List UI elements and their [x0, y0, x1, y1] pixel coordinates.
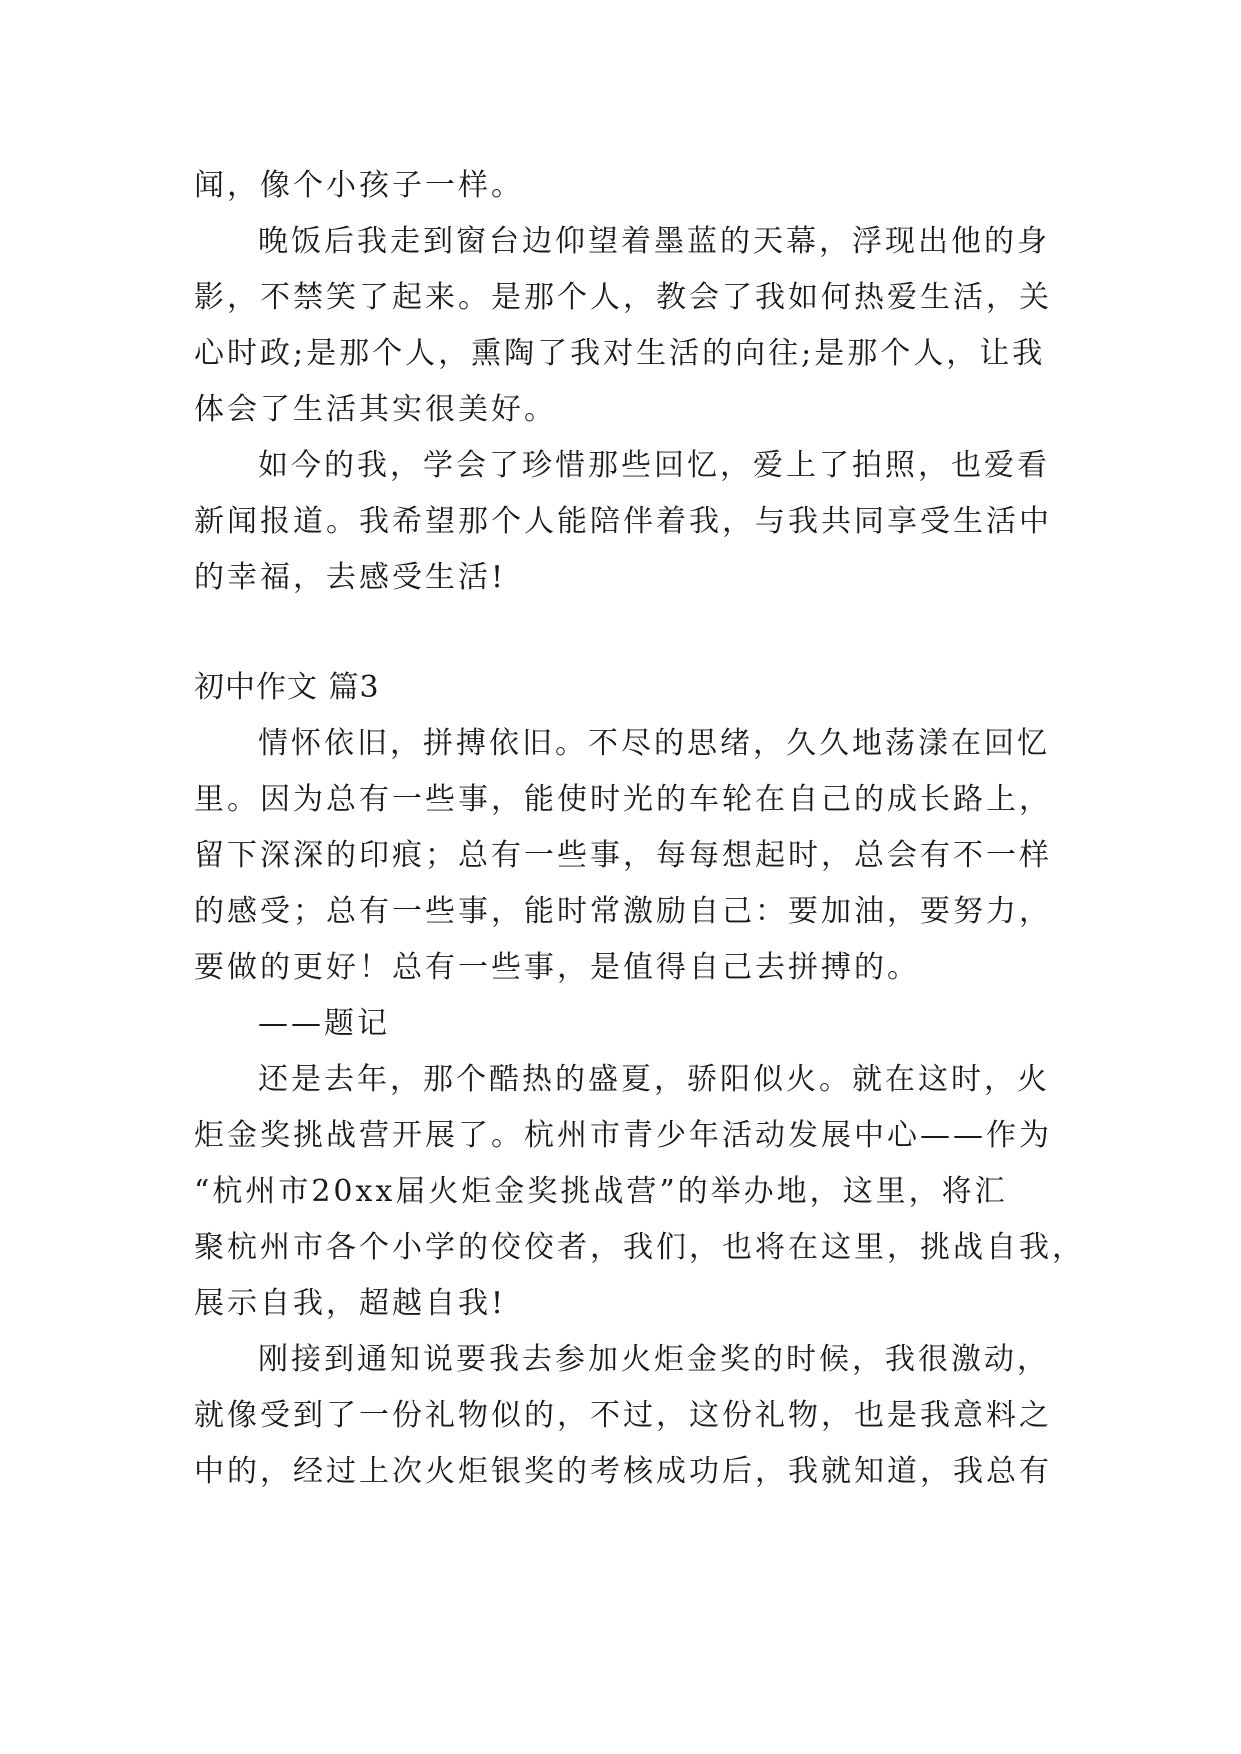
text-line: 闻，像个小孩子一样。 [194, 168, 524, 203]
text-line: 要做的更好！总有一些事，是值得自己去拼搏的。 [194, 950, 920, 985]
text-line: 聚杭州市各个小学的佼佼者，我们，也将在这里，挑战自我， [194, 1230, 1085, 1265]
text-line: “杭州市20xx届火炬金奖挑战营”的举办地，这里，将汇 [194, 1174, 1008, 1209]
text-line: 中的，经过上次火炬银奖的考核成功后，我就知道，我总有 [194, 1454, 1052, 1489]
text-line: 影，不禁笑了起来。是那个人，教会了我如何热爱生活，关 [194, 280, 1052, 315]
text-line: 留下深深的印痕；总有一些事，每每想起时，总会有不一样 [194, 838, 1052, 873]
paragraph-start-line: 刚接到通知说要我去参加火炬金奖的时候，我很激动， [258, 1342, 1050, 1377]
paragraph-start-line: 如今的我，学会了珍惜那些回忆，爱上了拍照，也爱看 [258, 448, 1050, 483]
text-line: 体会了生活其实很美好。 [194, 392, 557, 427]
paragraph-start-line: 晚饭后我走到窗台边仰望着墨蓝的天幕，浮现出他的身 [258, 224, 1050, 259]
paragraph-start-line: 还是去年，那个酷热的盛夏，骄阳似火。就在这时，火 [258, 1062, 1050, 1097]
paragraph-start-line: 情怀依旧，拼搏依旧。不尽的思绪，久久地荡漾在回忆 [258, 726, 1050, 761]
text-line: 心时政;是那个人，熏陶了我对生活的向往;是那个人，让我 [194, 336, 1046, 371]
text-line: 炬金奖挑战营开展了。杭州市青少年活动发展中心——作为 [194, 1118, 1052, 1153]
text-line: 的幸福，去感受生活! [194, 560, 507, 595]
text-line: 新闻报道。我希望那个人能陪伴着我，与我共同享受生活中 [194, 504, 1052, 539]
text-line: 展示自我，超越自我! [194, 1286, 507, 1321]
text-line: 的感受；总有一些事，能时常激励自己：要加油，要努力， [194, 894, 1052, 929]
section-heading: 初中作文 篇3 [194, 670, 380, 705]
inscription-line: ——题记 [258, 1006, 390, 1041]
text-line: 就像受到了一份礼物似的，不过，这份礼物，也是我意料之 [194, 1398, 1052, 1433]
text-line: 里。因为总有一些事，能使时光的车轮在自己的成长路上， [194, 782, 1052, 817]
